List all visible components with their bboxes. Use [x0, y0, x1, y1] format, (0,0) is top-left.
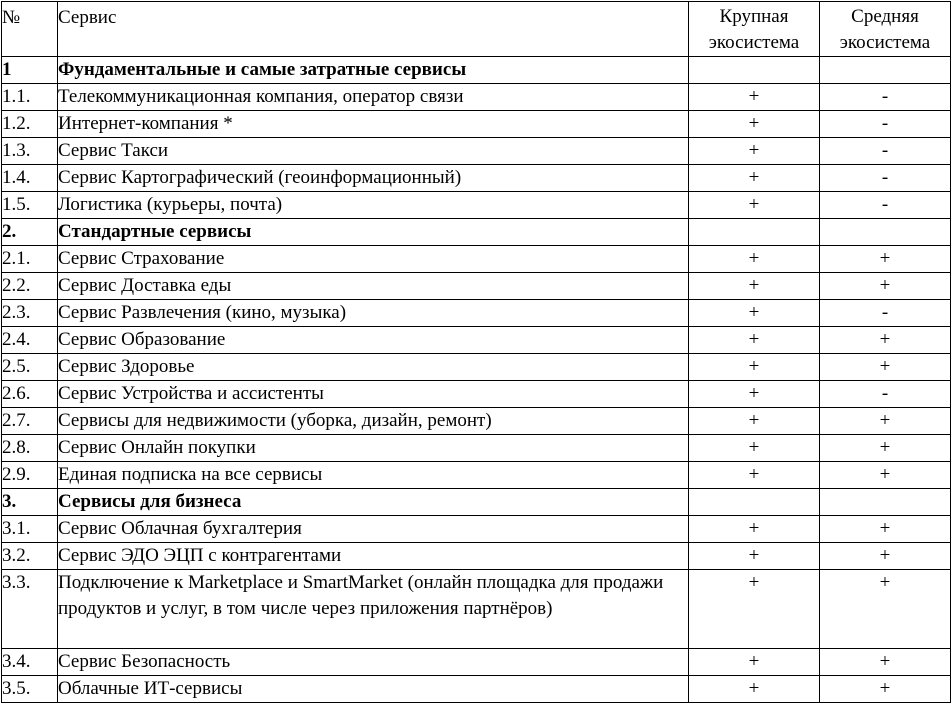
row-number: 3.4.: [2, 649, 58, 676]
row-medium-ecosystem-mark: +: [820, 516, 951, 543]
row-number: 1.3.: [2, 138, 58, 165]
row-number: 2.6.: [2, 381, 58, 408]
table-row: [2, 84, 951, 111]
row-medium-ecosystem-mark: +: [820, 462, 951, 489]
row-service-name: Сервисы для бизнеса: [58, 489, 689, 516]
row-number: 1.2.: [2, 111, 58, 138]
header-large-ecosystem: Крупная экосистема: [689, 2, 820, 57]
row-large-ecosystem-mark: +: [689, 649, 820, 676]
table-row: [2, 649, 951, 676]
row-number: 2.1.: [2, 246, 58, 273]
row-number: 2.3.: [2, 300, 58, 327]
row-service-name: Сервис Онлайн покупки: [58, 435, 689, 462]
row-number: 3.3.: [2, 570, 58, 649]
table-row: [2, 543, 951, 570]
row-service-name: Логистика (курьеры, почта): [58, 192, 689, 219]
row-number: 3.2.: [2, 543, 58, 570]
table-row: [2, 570, 951, 649]
row-service-name: Сервис Безопасность: [58, 649, 689, 676]
row-number: 2.: [2, 219, 58, 246]
table-row: [2, 381, 951, 408]
row-large-ecosystem-mark: +: [689, 192, 820, 219]
row-large-ecosystem-mark: +: [689, 408, 820, 435]
row-medium-ecosystem-mark: +: [820, 273, 951, 300]
row-medium-ecosystem-mark: +: [820, 408, 951, 435]
row-large-ecosystem-mark: +: [689, 676, 820, 703]
row-medium-ecosystem-mark: [820, 57, 951, 84]
table-row: [2, 246, 951, 273]
row-medium-ecosystem-mark: +: [820, 327, 951, 354]
table-row: [2, 111, 951, 138]
services-table: [1, 1, 951, 703]
row-service-name: Сервисы для недвижимости (уборка, дизайн, ремонт): [58, 408, 689, 435]
row-large-ecosystem-mark: [689, 57, 820, 84]
row-number: 3.: [2, 489, 58, 516]
row-service-name: Сервис Развлечения (кино, музыка): [58, 300, 689, 327]
row-service-name: Интернет-компания *: [58, 111, 689, 138]
row-number: 2.5.: [2, 354, 58, 381]
row-service-name: Сервис Образование: [58, 327, 689, 354]
row-medium-ecosystem-mark: +: [820, 649, 951, 676]
row-large-ecosystem-mark: +: [689, 300, 820, 327]
row-number: 1.5.: [2, 192, 58, 219]
row-service-name: Облачные ИТ-сервисы: [58, 676, 689, 703]
section-row: [2, 219, 951, 246]
header-num: №: [2, 2, 58, 57]
section-row: [2, 489, 951, 516]
table-row: [2, 165, 951, 192]
row-service-name: Стандартные сервисы: [58, 219, 689, 246]
table-row: [2, 300, 951, 327]
row-large-ecosystem-mark: +: [689, 165, 820, 192]
row-medium-ecosystem-mark: +: [820, 570, 951, 649]
row-number: 1.4.: [2, 165, 58, 192]
table-row: [2, 676, 951, 703]
row-medium-ecosystem-mark: -: [820, 300, 951, 327]
row-medium-ecosystem-mark: -: [820, 165, 951, 192]
row-medium-ecosystem-mark: +: [820, 543, 951, 570]
row-number: 2.4.: [2, 327, 58, 354]
row-large-ecosystem-mark: +: [689, 381, 820, 408]
row-medium-ecosystem-mark: +: [820, 435, 951, 462]
row-large-ecosystem-mark: +: [689, 327, 820, 354]
row-medium-ecosystem-mark: -: [820, 84, 951, 111]
row-large-ecosystem-mark: +: [689, 138, 820, 165]
row-medium-ecosystem-mark: -: [820, 192, 951, 219]
row-service-name: Сервис Такси: [58, 138, 689, 165]
row-number: 1: [2, 57, 58, 84]
table-row: [2, 273, 951, 300]
row-large-ecosystem-mark: +: [689, 84, 820, 111]
row-number: 2.2.: [2, 273, 58, 300]
row-medium-ecosystem-mark: -: [820, 111, 951, 138]
row-large-ecosystem-mark: +: [689, 111, 820, 138]
row-large-ecosystem-mark: +: [689, 273, 820, 300]
row-medium-ecosystem-mark: [820, 219, 951, 246]
row-medium-ecosystem-mark: [820, 489, 951, 516]
row-medium-ecosystem-mark: +: [820, 354, 951, 381]
row-number: 1.1.: [2, 84, 58, 111]
row-medium-ecosystem-mark: -: [820, 381, 951, 408]
header-medium-ecosystem: Средняя экосистема: [820, 2, 951, 57]
row-service-name: Сервис Картографический (геоинформационный): [58, 165, 689, 192]
row-number: 2.7.: [2, 408, 58, 435]
table-row: [2, 462, 951, 489]
row-number: 2.8.: [2, 435, 58, 462]
table-header-row: [2, 2, 951, 57]
row-service-name: Сервис Устройства и ассистенты: [58, 381, 689, 408]
row-large-ecosystem-mark: +: [689, 516, 820, 543]
row-service-name: Сервис Страхование: [58, 246, 689, 273]
row-number: 3.1.: [2, 516, 58, 543]
row-service-name: Телекоммуникационная компания, оператор связи: [58, 84, 689, 111]
table-row: [2, 192, 951, 219]
row-number: 3.5.: [2, 676, 58, 703]
table-row: [2, 354, 951, 381]
table-row: [2, 408, 951, 435]
row-service-name: Сервис Здоровье: [58, 354, 689, 381]
row-service-name: Подключение к Marketplace и SmartMarket (онлайн площадка для продажи продуктов и услуг, в том числе через приложения партнёров): [58, 570, 689, 649]
row-service-name: Сервис ЭДО ЭЦП с контрагентами: [58, 543, 689, 570]
row-large-ecosystem-mark: +: [689, 435, 820, 462]
row-service-name: Сервис Доставка еды: [58, 273, 689, 300]
row-large-ecosystem-mark: +: [689, 354, 820, 381]
table-row: [2, 516, 951, 543]
row-service-name: Фундаментальные и самые затратные сервисы: [58, 57, 689, 84]
row-number: 2.9.: [2, 462, 58, 489]
table-row: [2, 138, 951, 165]
row-large-ecosystem-mark: +: [689, 570, 820, 649]
row-large-ecosystem-mark: [689, 489, 820, 516]
row-service-name: Сервис Облачная бухгалтерия: [58, 516, 689, 543]
row-medium-ecosystem-mark: +: [820, 246, 951, 273]
section-row: [2, 57, 951, 84]
table-row: [2, 435, 951, 462]
row-medium-ecosystem-mark: -: [820, 138, 951, 165]
row-medium-ecosystem-mark: +: [820, 676, 951, 703]
row-large-ecosystem-mark: [689, 219, 820, 246]
header-service: Сервис: [58, 2, 689, 57]
services-table-body: [2, 2, 951, 703]
table-row: [2, 327, 951, 354]
row-large-ecosystem-mark: +: [689, 462, 820, 489]
row-large-ecosystem-mark: +: [689, 543, 820, 570]
row-large-ecosystem-mark: +: [689, 246, 820, 273]
row-service-name: Единая подписка на все сервисы: [58, 462, 689, 489]
